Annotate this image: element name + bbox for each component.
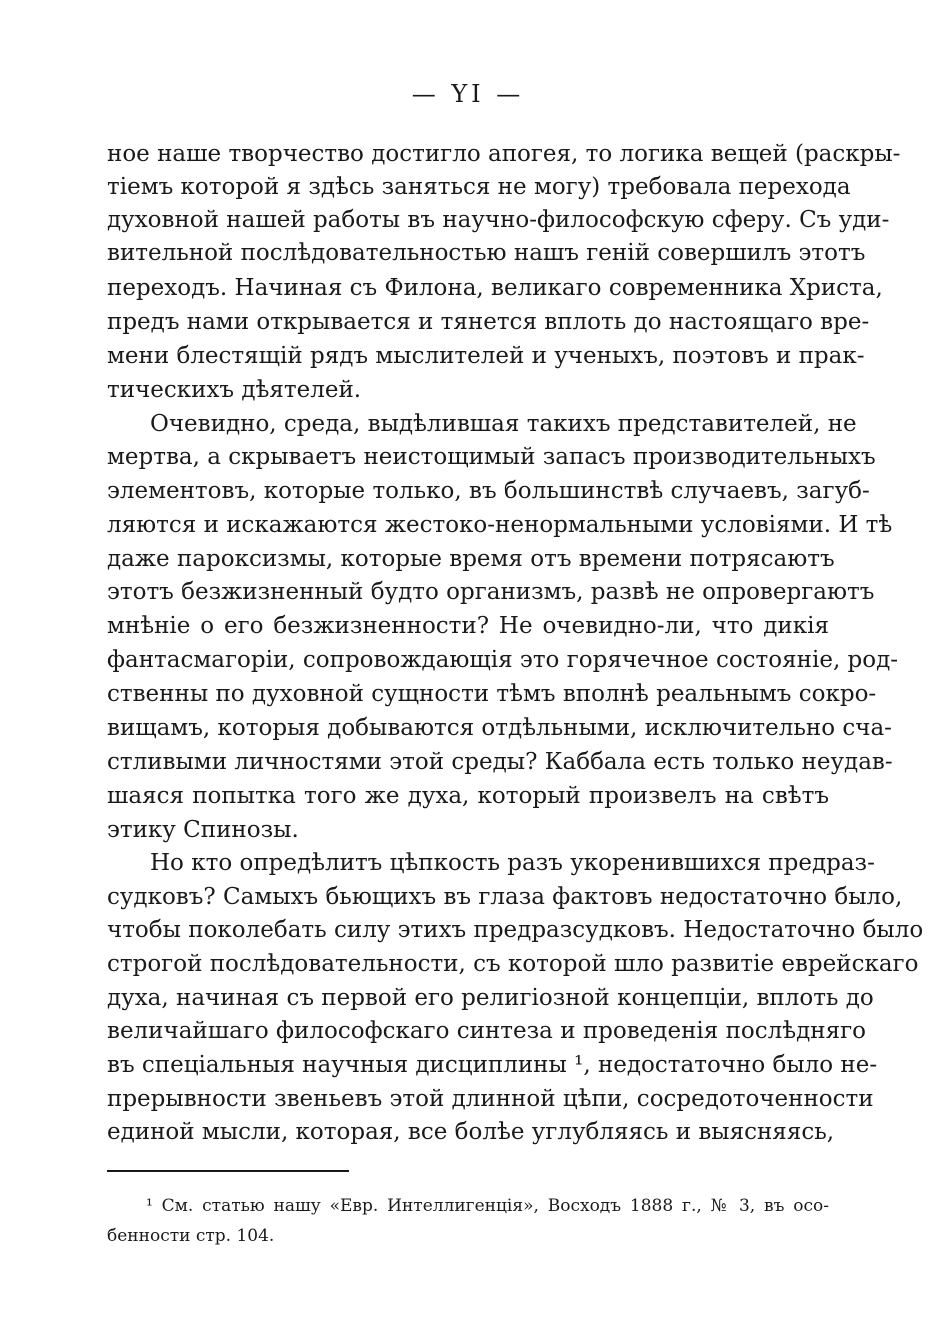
text-line: ляются и искажаются жестоко-ненормальными условіями. И тѣ bbox=[107, 512, 893, 538]
text-line: духовной нашей работы въ научно-философскую сферу. Съ уди- bbox=[107, 207, 890, 233]
footnote-divider bbox=[107, 1170, 349, 1172]
footnote-line: ¹ См. статью нашу «Евр. Интеллигенція», Восходъ 1888 г., № 3, въ осо- bbox=[146, 1196, 829, 1216]
text-line: тіемъ которой я здѣсь заняться не могу) требовала перехода bbox=[107, 174, 851, 200]
text-line: предъ нами открывается и тянется вплоть до настоящаго вре- bbox=[107, 309, 870, 335]
text-line: судковъ? Самыхъ бьющихъ въ глаза фактовъ недостаточно было, bbox=[107, 884, 903, 910]
text-line: тическихъ дѣятелей. bbox=[107, 377, 362, 403]
text-line: элементовъ, которые только, въ большинствѣ случаевъ, загуб- bbox=[107, 478, 870, 504]
text-line: прерывности звеньевъ этой длинной цѣпи, сосредоточенности bbox=[107, 1086, 874, 1112]
text-line: шаяся попытка того же духа, который произвелъ на свѣтъ bbox=[107, 783, 829, 809]
text-line: чтобы поколебать силу этихъ предразсудковъ. Недостаточно было bbox=[107, 917, 924, 943]
text-line: мнѣніе о его безжизненности? Не очевидно-ли, что дикія bbox=[107, 613, 829, 639]
text-line: фантасмагоріи, сопровождающія это горячечное состояніе, род- bbox=[107, 647, 899, 673]
text-line: духа, начиная съ первой его религіозной концепціи, вплоть до bbox=[107, 985, 874, 1011]
text-line: этотъ безжизненный будто организмъ, развѣ не опровергаютъ bbox=[107, 579, 875, 605]
page-number: — ҮI — bbox=[411, 80, 525, 108]
text-line: вительной послѣдовательностью нашъ геній совершилъ этотъ bbox=[107, 240, 866, 266]
text-line: въ спеціальныя научныя дисциплины ¹, недостаточно было не- bbox=[107, 1052, 878, 1078]
text-line: мертва, а скрываетъ неистощимый запасъ производительныхъ bbox=[107, 444, 876, 470]
text-line: строгой послѣдовательности, съ которой шло развитіе еврейскаго bbox=[107, 951, 919, 977]
footnote-line: бенности стр. 104. bbox=[107, 1226, 275, 1246]
text-line: этику Спинозы. bbox=[107, 817, 299, 843]
text-line: даже пароксизмы, которые время отъ времени потрясаютъ bbox=[107, 546, 835, 572]
text-line: ное наше творчество достигло апогея, то логика вещей (раскры- bbox=[107, 141, 901, 167]
text-line: единой мысли, которая, все болѣе углубляясь и выясняясь, bbox=[107, 1119, 835, 1145]
text-line: Но кто опредѣлитъ цѣпкость разъ укоренившихся предраз- bbox=[150, 850, 875, 876]
text-line: величайшаго философскаго синтеза и проведенія послѣдняго bbox=[107, 1018, 867, 1044]
text-line: мени блестящій рядъ мыслителей и ученыхъ, поэтовъ и прак- bbox=[107, 343, 865, 369]
text-line: вищамъ, которыя добываются отдѣльными, исключительно сча- bbox=[107, 715, 892, 741]
text-line: Очевидно, среда, выдѣлившая такихъ представителей, не bbox=[150, 411, 857, 437]
text-line: стливыми личностями этой среды? Каббала есть только неудав- bbox=[107, 749, 893, 775]
text-line: ственны по духовной сущности тѣмъ вполнѣ реальнымъ сокро- bbox=[107, 681, 877, 707]
text-line: переходъ. Начиная съ Филона, великаго современника Христа, bbox=[107, 275, 883, 301]
